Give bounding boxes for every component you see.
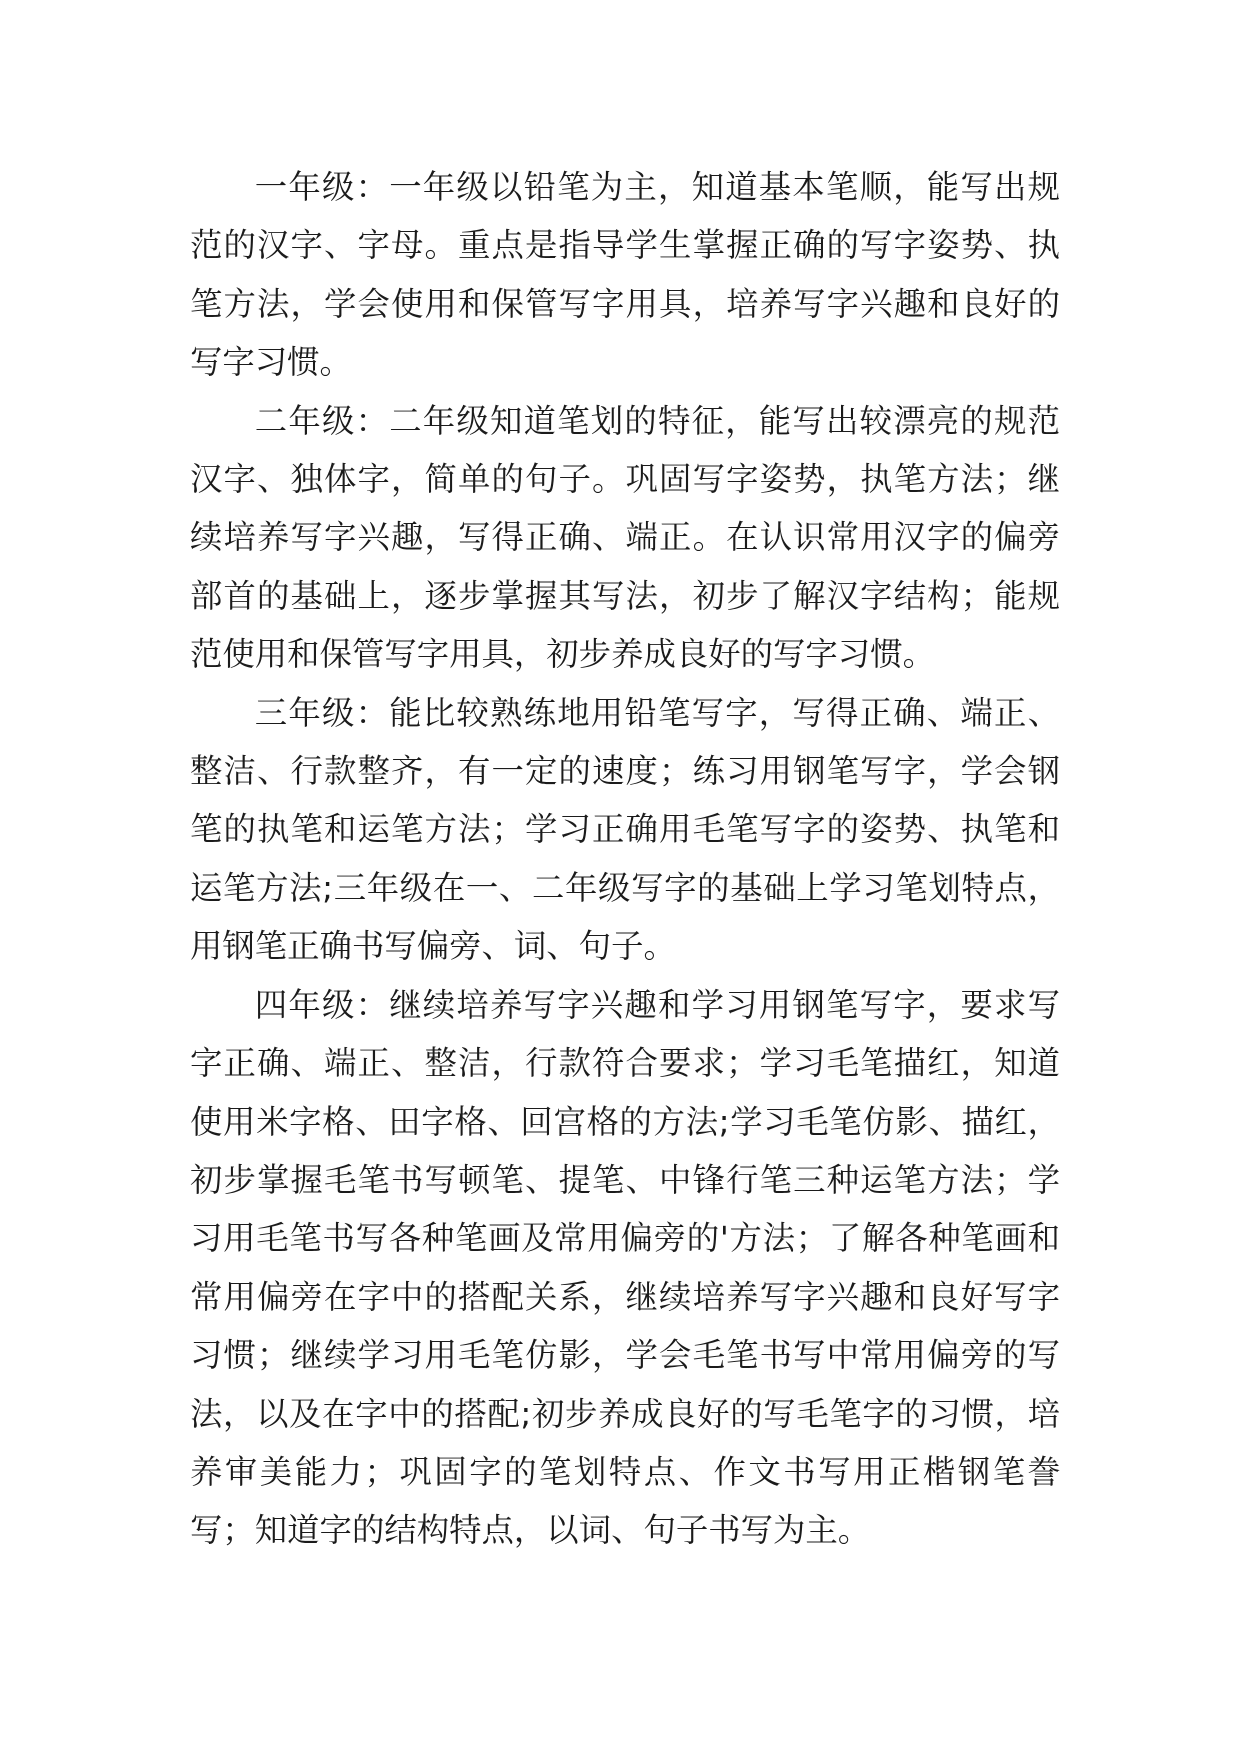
paragraph-grade-4: 四年级：继续培养写字兴趣和学习用钢笔写字，要求写字正确、端正、整洁，行款符合要求；学习毛笔描红，知道使用米字格、田字格、回宫格的方法;学习毛笔仿影、描红，初步掌握毛笔书写顿笔、提笔、中锋行笔三种运笔方法；学习用毛笔书写各种笔画及常用偏旁的'方法；了解各种笔画和常用偏旁在字中的搭配关系，继续培养写字兴趣和良好写字习惯；继续学习用毛笔仿影，学会毛笔书写中常用偏旁的写法，以及在字中的搭配;初步养成良好的写毛笔字的习惯，培养审美能力；巩固字的笔划特点、作文书写用正楷钢笔誊写；知道字的结构特点，以词、句子书写为主。	[190, 985, 1060, 1550]
paragraph-grade-1: 一年级：一年级以铅笔为主，知道基本笔顺，能写出规范的汉字、字母。重点是指导学生掌握正确的写字姿势、执笔方法，学会使用和保管写字用具，培养写字兴趣和良好的写字习惯。	[190, 168, 1060, 382]
document-body	[190, 158, 1060, 1560]
paragraph-grade-3: 三年级：能比较熟练地用铅笔写字，写得正确、端正、整洁、行款整齐，有一定的速度；练习用钢笔写字，学会钢笔的执笔和运笔方法；学习正确用毛笔写字的姿势、执笔和运笔方法;三年级在一、二年级写字的基础上学习笔划特点，用钢笔正确书写偏旁、词、句子。	[190, 693, 1060, 966]
paragraph-grade-2: 二年级：二年级知道笔划的特征，能写出较漂亮的规范汉字、独体字，简单的句子。巩固写字姿势，执笔方法；继续培养写字兴趣，写得正确、端正。在认识常用汉字的偏旁部首的基础上，逐步掌握其写法，初步了解汉字结构；能规范使用和保管写字用具，初步养成良好的写字习惯。	[190, 401, 1060, 674]
